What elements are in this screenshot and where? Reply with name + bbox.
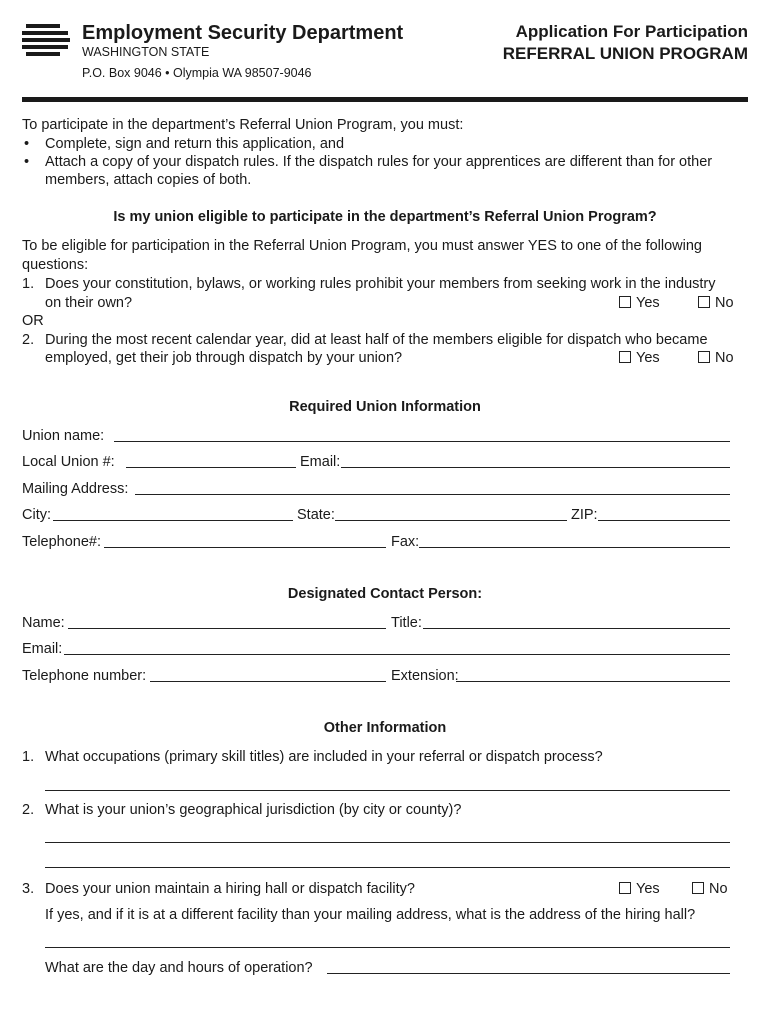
or-separator: OR <box>22 313 44 329</box>
checkbox-icon[interactable] <box>619 351 631 363</box>
contact-telephone-label: Telephone number: <box>22 668 147 684</box>
occupations-field[interactable] <box>45 790 730 791</box>
checkbox-icon[interactable] <box>692 882 704 894</box>
org-state: WASHINGTON STATE <box>82 45 210 59</box>
city-field[interactable] <box>53 520 293 521</box>
header-divider <box>22 97 748 102</box>
q3-yes-option[interactable]: Yes <box>619 880 660 899</box>
checkbox-icon[interactable] <box>698 296 710 308</box>
contact-extension-label: Extension: <box>391 668 459 684</box>
org-address: P.O. Box 9046 • Olympia WA 98507-9046 <box>82 66 312 80</box>
zip-field[interactable] <box>598 520 730 521</box>
jurisdiction-field-line-2[interactable] <box>45 867 730 868</box>
checkbox-icon[interactable] <box>619 296 631 308</box>
eligibility-heading: Is my union eligible to participate in the department’s Referral Union Program? <box>113 209 657 225</box>
other-q1-text: What occupations (primary skill titles) are included in your referral or dispatch process? <box>45 749 603 765</box>
contact-title-label: Title: <box>391 615 422 631</box>
other-q2-number: 2. <box>22 802 35 818</box>
q1-no-option[interactable]: No <box>698 294 734 313</box>
zip-label: ZIP: <box>571 507 598 523</box>
intro-lead: To participate in the department’s Referral Union Program, you must: <box>22 117 464 133</box>
q2-number: 2. <box>22 332 35 348</box>
state-label: State: <box>297 507 335 523</box>
contact-extension-field[interactable] <box>456 681 730 682</box>
union-email-label: Email: <box>300 454 341 470</box>
contact-title-field[interactable] <box>423 628 730 629</box>
q1-yes-option[interactable]: Yes <box>619 294 660 313</box>
org-name: Employment Security Department <box>82 22 404 44</box>
contact-heading: Designated Contact Person: <box>287 586 483 602</box>
telephone-label: Telephone#: <box>22 534 102 550</box>
q1-text-b: on their own? <box>45 295 133 311</box>
intro-bullet-1: Complete, sign and return this application, and <box>45 136 345 152</box>
other-q2-text: What is your union’s geographical jurisdiction (by city or county)? <box>45 802 462 818</box>
mailing-address-label: Mailing Address: <box>22 481 129 497</box>
contact-name-field[interactable] <box>68 628 386 629</box>
union-info-heading: Required Union Information <box>289 399 481 415</box>
intro-bullet-2a: Attach a copy of your dispatch rules. If the dispatch rules for your apprentices are different than for other <box>45 154 713 170</box>
union-name-field[interactable] <box>114 441 730 442</box>
eligibility-lead-a: To be eligible for participation in the Referral Union Program, you must answer YES to one of the following <box>22 238 702 254</box>
q2-text-b: employed, get their job through dispatch by your union? <box>45 350 403 366</box>
bullet-char: • <box>24 154 30 170</box>
q2-no-option[interactable]: No <box>698 349 734 368</box>
q2-text-a: During the most recent calendar year, did at least half of the members eligible for dispatch who became <box>45 332 708 348</box>
eligibility-lead-b: questions: <box>22 257 89 273</box>
checkbox-icon[interactable] <box>619 882 631 894</box>
checkbox-icon[interactable] <box>698 351 710 363</box>
other-info-heading: Other Information <box>323 720 447 736</box>
mailing-address-field[interactable] <box>135 494 730 495</box>
bullet-char: • <box>24 136 30 152</box>
other-q3-hours-label: What are the day and hours of operation? <box>45 960 313 976</box>
state-field[interactable] <box>335 520 567 521</box>
fax-label: Fax: <box>391 534 420 550</box>
contact-name-label: Name: <box>22 615 65 631</box>
q1-text-a: Does your constitution, bylaws, or working rules prohibit your members from seeking work in the industry <box>45 276 716 292</box>
union-email-field[interactable] <box>341 467 730 468</box>
q2-yes-option[interactable]: Yes <box>619 349 660 368</box>
esd-logo <box>22 22 72 62</box>
contact-email-label: Email: <box>22 641 63 657</box>
q1-number: 1. <box>22 276 35 292</box>
contact-telephone-field[interactable] <box>150 681 386 682</box>
other-q3-text: Does your union maintain a hiring hall or dispatch facility? <box>45 881 415 897</box>
q3-no-option[interactable]: No <box>692 880 728 899</box>
esd-logo-icon <box>22 22 72 62</box>
other-q3-number: 3. <box>22 881 35 897</box>
intro-bullet-2b: members, attach copies of both. <box>45 172 252 188</box>
hours-of-operation-field[interactable] <box>327 973 730 974</box>
union-name-label: Union name: <box>22 428 105 444</box>
city-label: City: <box>22 507 51 523</box>
other-q3-followup: If yes, and if it is at a different facility than your mailing address, what is the address of the hiring hall? <box>45 907 696 923</box>
local-union-field[interactable] <box>126 467 296 468</box>
other-q1-number: 1. <box>22 749 35 765</box>
telephone-field[interactable] <box>104 547 386 548</box>
form-title-line1: Application For Participation <box>515 22 748 41</box>
contact-email-field[interactable] <box>64 654 730 655</box>
fax-field[interactable] <box>419 547 730 548</box>
hiring-hall-address-field[interactable] <box>45 947 730 948</box>
local-union-label: Local Union #: <box>22 454 115 470</box>
form-title-line2: REFERRAL UNION PROGRAM <box>502 44 748 63</box>
jurisdiction-field-line-1[interactable] <box>45 842 730 843</box>
